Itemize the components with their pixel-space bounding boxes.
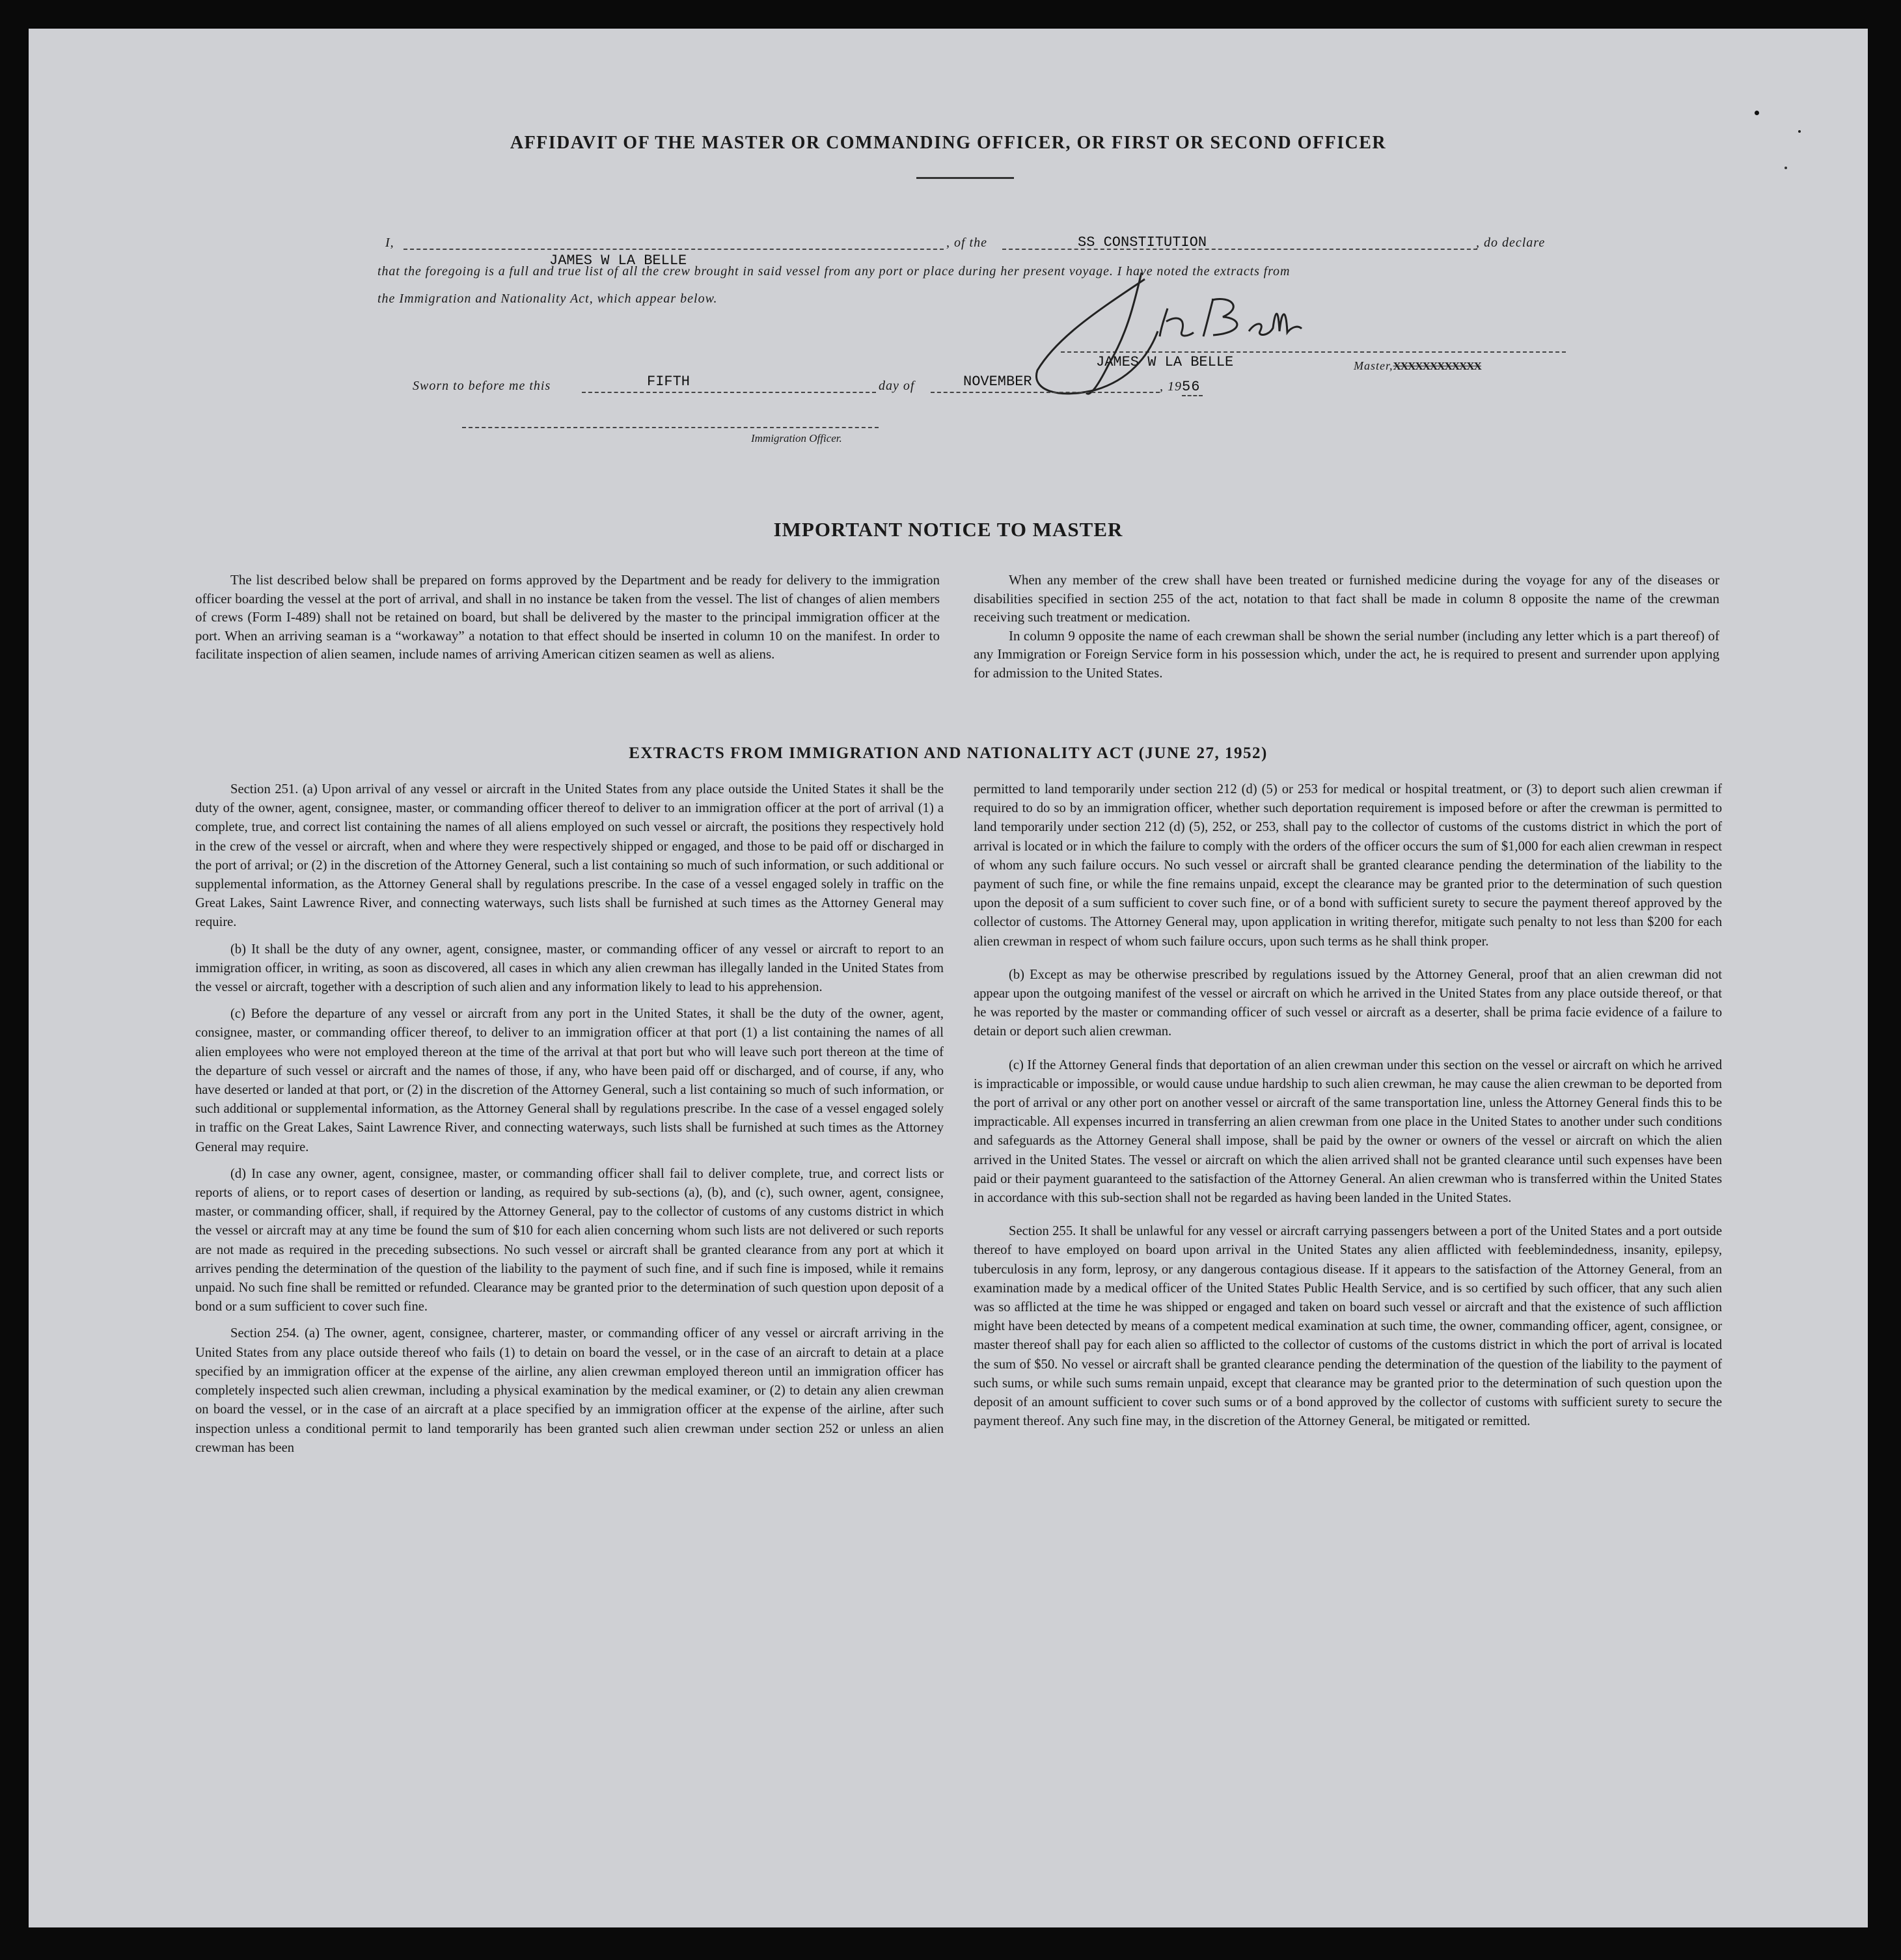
handwritten-signature [1018, 260, 1382, 429]
document-sheet [29, 29, 1868, 1927]
do-declare-label: , do declare [1476, 236, 1546, 250]
year-field [1160, 379, 1203, 395]
sworn-month-value: NOVEMBER [963, 374, 1032, 390]
extracts-title: EXTRACTS FROM IMMIGRATION AND NATIONALITY ACT (JUNE 27, 1952) [629, 744, 1268, 762]
extract-paragraph: permitted to land temporarily under section 212 (d) (5) or 253 for medical or hospital treatment, or (3) to deport such alien crewman if required to do so by an immigration officer, whether such deportation requirement is imposed before or after the crewman is permitted to land temporarily under section 212 (d) (5), 252, or 253, shall pay to the collector of customs of the customs district in which the port of arrival is located or in which the failure to comply with the orders of the officer occurs the sum of $1,000 for each alien crewman in respect of whom any such failure occurs. No such vessel or aircraft shall be granted clearance pending the determination of the liability to the payment of such fine, or while the fine remains unpaid, except the clearance may be granted prior to the determination of such question upon the deposit of a sum sufficient to cover such fine, or of a bond with sufficient surety to secure the payment thereof approved by the collector of customs. The Attorney General may, upon application in writing therefor, mitigate such penalty to not less than $200 for each alien crewman in respect of whom such failure occurs, upon such terms as he shall think proper. [974, 782, 1722, 949]
extracts-right-column [974, 780, 1722, 1432]
scan-speck [1785, 167, 1787, 169]
immigration-officer-signature-line [462, 427, 879, 428]
notice-paragraph: In column 9 opposite the name of each crewman shall be shown the serial number (including any letter which is a part thereof) of any Immigration or Foreign Service form in his possession which, under the act, he is required to present and surrender upon applying for admission to the United States. [974, 627, 1719, 681]
notice-right-column [974, 571, 1719, 683]
year-prefix: , 19 [1160, 379, 1182, 394]
immigration-officer-label: Immigration Officer. [751, 432, 842, 444]
sworn-month-blank [931, 392, 1160, 393]
affidavit-title: AFFIDAVIT OF THE MASTER OR COMMANDING OFFICER, OR FIRST OR SECOND OFFICER [510, 133, 1387, 153]
notice-paragraph: When any member of the crew shall have been treated or furnished medicine during the voyage for any of the diseases or disabilities specified in section 255 of the act, notation to that fact shall be made in column 8 opposite the name of the crewman receiving such treatment or medication. [974, 572, 1719, 625]
scan-speck [1755, 111, 1759, 115]
vessel-name-value: SS CONSTITUTION [1078, 234, 1207, 251]
sworn-day-value: FIFTH [647, 374, 691, 390]
declaration-line-3: the Immigration and Nationality Act, which appear below. [377, 292, 718, 306]
extract-paragraph: (b) Except as may be otherwise prescribed by regulations issued by the Attorney General, proof that an alien crewman did not appear upon the outgoing manifest of the vessel or aircraft on which he arrived in the United States from any place outside thereof, or that he was reported by the master or commanding officer of such vessel or aircraft as a deserter, shall be prima facie evidence of a failure to detain or deport such alien crewman. [974, 967, 1722, 1039]
declaration-line-2: that the foregoing is a full and true list of all the crew brought in said vessel from any port or place during her present voyage. I have noted the extracts from [377, 264, 1291, 279]
extract-paragraph: (c) If the Attorney General finds that deportation of an alien crewman under this section on the vessel or aircraft on which he arrived is impracticable or impossible, or would cause undue hardship to such alien crewman, he may cause the alien crewman to be deported from the port of arrival or any other port on another vessel or aircraft of the same transportation line, unless the Attorney General finds this to be impracticable. All expenses incurred in transferring an alien crewman from one place in the United States to another under such conditions and safeguards as the Attorney General shall impose, shall be paid by the owner or owners of the vessel or aircraft on which the alien arrived in the United States. The vessel or aircraft on which the alien arrived shall not be granted clearance until such expenses have been paid or their payment guaranteed to the satisfaction of the Attorney General. An alien crewman who is transferred within the United States in accordance with this sub-section shall not be regarded as having been landed in the United States. [974, 1057, 1722, 1206]
declarant-name-blank [403, 249, 944, 250]
notice-paragraph: The list described below shall be prepared on forms approved by the Department and be ready for delivery to the immigration officer boarding the vessel at the port of arrival, and shall in no instance be taken from the vessel. The list of changes of alien members of crews (Form I-489) shall not be retained on board, but shall be delivered by the master to the principal immigration officer at the port. When an arriving seaman is a “workaway” a notation to that effect should be inserted in column 10 on the manifest. In order to facilitate inspection of alien seamen, include names of arriving American citizen seamen as well as aliens. [195, 572, 940, 662]
sworn-day-blank [582, 392, 876, 393]
signer-name: JAMES W LA BELLE [1096, 354, 1234, 370]
day-of-label: day of [879, 379, 915, 393]
scan-speck [1798, 130, 1801, 133]
extract-paragraph: Section 254. (a) The owner, agent, consignee, charterer, master, or commanding officer of any vessel or aircraft arriving in the United States from any place outside thereof who fails (1) to detain on board the vessel, or in the case of an aircraft to detain at a place specified by an immigration officer at the expense of the airline, any alien crewman employed thereon until an immigration officer has completely inspected such alien crewman, including a physical examination by the medical examiner, or (2) to detain any alien crewman on board the vessel, or in the case of an aircraft at a place specified by an immigration officer at the expense of the airline, after such inspection unless a conditional permit to land temporarily has been granted such alien crewman under section 252 or unless an alien crewman has been [195, 1326, 944, 1455]
sworn-label: Sworn to before me this [413, 379, 551, 393]
vessel-name-blank [1002, 249, 1477, 250]
extract-paragraph: (b) It shall be the duty of any owner, agent, consignee, master, or commanding officer of any vessel or aircraft to report to an immigration officer, in writing, as soon as discovered, all cases in which any alien crewman has illegally landed in the United States from the vessel or aircraft, together with a description of such alien and any information likely to lead to his apprehension. [195, 942, 944, 995]
notice-left-column [195, 571, 940, 664]
extracts-left-column [195, 780, 944, 1458]
extract-paragraph: (c) Before the departure of any vessel or aircraft from any port in the United States, it shall be the duty of the owner, agent, consignee, master, or commanding officer thereof, to deliver to an immigration officer at that port (1) a list containing the names of all alien employees who were not employed thereon at the time of the arrival at that port but who will leave such port thereon at the time of the departure of such vessel or aircraft and the names of those, if any, who have been paid off or discharged, and of course, if any, who have deserted or landed at that port, or (2) in the discretion of the Attorney General, such a list containing so much of such information, or such additional or supplemental information, as the Attorney General shall by regulations prescribe. In the case of a vessel engaged solely in traffic on the Great Lakes, Saint Lawrence River, and connecting waterways, such lists shall be furnished at such times as the Attorney General may require. [195, 1007, 944, 1154]
year-value: 56 [1182, 379, 1203, 396]
declarant-name-value: JAMES W LA BELLE [549, 252, 687, 269]
declaration-line-1 [385, 236, 394, 251]
extract-paragraph: Section 255. It shall be unlawful for any vessel or aircraft carrying passengers between a port of the United States and a port outside thereof to have employed on board upon arrival in the United States any alien afflicted with feeblemindedness, insanity, epilepsy, tuberculosis in any form, leprosy, or any dangerous contagious disease. If it appears to the satisfaction of the Attorney General, from an examination made by a medical officer of the United States Public Health Service, and is so certified by such officer, that any such alien was so afflicted at the time he was shipped or engaged and taken on board such vessel or aircraft and that the existence of such affliction might have been detected by means of a competent medical examination at such time, the owner, commanding officer, agent, consignee, or master thereof shall pay for each alien so afflicted to the collector of customs of the customs district in which the port of arrival is located the sum of $50. No vessel or aircraft shall be granted clearance pending the determination of the question of the liability to the payment of such sums, or while such sums remain unpaid, except that clearance may be granted prior to the determination of such question upon the deposit of an amount sufficient to cover such sums or of a bond approved by the collector of customs with sufficient surety to secure the payment thereof. Any such fine may, in the discretion of the Attorney General, be mitigated or remitted. [974, 1224, 1722, 1429]
master-text: Master, [1354, 359, 1393, 372]
extract-paragraph: Section 251. (a) Upon arrival of any vessel or aircraft in the United States from any place outside the United States it shall be the duty of the owner, agent, consignee, master, or commanding officer thereof to deliver to an immigration officer at the port of arrival (1) a complete, true, and correct list containing the names of all aliens employed on such vessel or aircraft, the positions they respectively hold in the crew of the vessel or aircraft, when and where they were respectively shipped or engaged, and those to be paid off or discharged in the port of arrival; or (2) in the discretion of the Attorney General, such a list containing so much of such information, or such additional or supplemental information, as the Attorney General shall by regulations prescribe. In the case of a vessel engaged solely in traffic on the Great Lakes, Saint Lawrence River, and connecting waterways, such lists shall be furnished at such times as the Attorney General may require. [195, 782, 944, 930]
notice-title: IMPORTANT NOTICE TO MASTER [773, 518, 1123, 541]
title-divider [916, 177, 1014, 179]
i-label: I, [385, 236, 394, 250]
of-the-label: , of the [946, 236, 987, 250]
struck-title: XXXXXXXXXXXX [1393, 360, 1481, 372]
extract-paragraph: (d) In case any owner, agent, consignee, master, or commanding officer shall fail to deliver complete, true, and correct lists or reports of aliens, or to report cases of desertion or landing, as required by sub-sections (a), (b), and (c), such owner, agent, consignee, master, or commanding officer, shall, if required by the Attorney General, pay to the collector of customs of any customs district in which the vessel or aircraft may at any time be found the sum of $10 for each alien concerning whom such lists are not delivered or such reports are not made as required in the preceding subsections. No such vessel or aircraft shall be granted clearance from any port at which it arrives pending the determination of the question of the liability to the payment of such fine, and if such fine is imposed, while it remains unpaid. No such fine shall be remitted or refunded. Clearance may be granted prior to the determination of such question upon deposit of a bond or a sum sufficient to cover such fine. [195, 1166, 944, 1314]
